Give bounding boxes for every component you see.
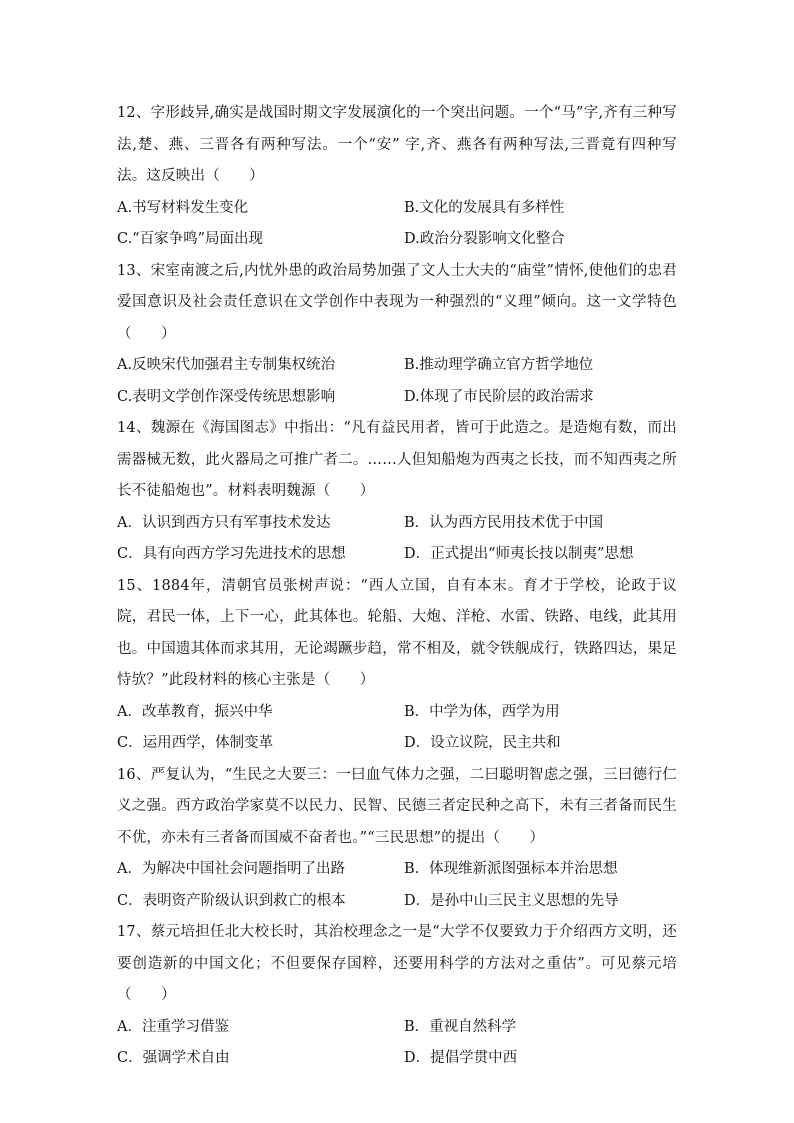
question-stem: 16、严复认为，“生民之大要三：一曰血气体力之强，二曰聪明智虑之强，三曰德行仁义之强。西方政治学家莫不以民力、民智、民德三者定民种之高下，未有三者备而民生不优，亦未有三者备而国威不奋者也。”“三民思想”的提出（ ） [117, 766, 677, 846]
question-stem: 12、字形歧异,确实是战国时期文字发展演化的一个突出问题。一个“马”字,齐有三种写法,楚、燕、三晋各有两种写法。一个“安” 字,齐、燕各有两种写法,三晋竟有四种写法。这反映出（ ） [117, 105, 677, 184]
option-d[interactable]: D.体现了市民阶层的政治需求 [404, 388, 594, 405]
option-a[interactable]: A．认识到西方只有军事技术发达 [117, 514, 331, 531]
question-13 [117, 256, 677, 414]
option-row [117, 728, 677, 760]
option-c[interactable]: C．具有向西方学习先进技术的思想 [117, 546, 346, 562]
option-a[interactable]: A．改革教育，振兴中华 [117, 703, 273, 720]
option-row [117, 350, 677, 382]
option-row [117, 382, 677, 414]
question-16 [117, 760, 677, 918]
question-stem: 13、宋室南渡之后,内忧外患的政治局势加强了文人士大夫的“庙堂”情怀,使他们的忠君爱国意识及社会责任意识在文学创作中表现为一种强烈的“义理”倾向。这一文学特色（ ） [117, 262, 677, 342]
option-d[interactable]: D．提倡学贯中西 [404, 1050, 518, 1066]
option-row [117, 193, 677, 225]
option-b[interactable]: B．重视自然科学 [404, 1018, 517, 1035]
question-page [117, 98, 677, 1075]
option-row [117, 697, 677, 729]
question-12 [117, 98, 677, 256]
option-d[interactable]: D．是孙中山三民主义思想的先导 [404, 892, 619, 909]
option-row [117, 539, 677, 571]
option-row [117, 224, 677, 256]
option-row [117, 854, 677, 886]
option-c[interactable]: C.表明文学创作深受传统思想影响 [117, 388, 336, 405]
option-b[interactable]: B.文化的发展具有多样性 [404, 199, 565, 216]
question-17 [117, 917, 677, 1075]
option-row [117, 886, 677, 918]
question-stem: 14、魏源在《海国图志》中指出：“凡有益民用者，皆可于此造之。是造炮有数，而出需器械无数，此火器局之可推广者二。……人但知船炮为西夷之长技，而不知西夷之所长不徒船炮也”。材料表明魏源（ ） [117, 420, 677, 499]
option-b[interactable]: B.推动理学确立官方哲学地位 [404, 357, 594, 373]
option-c[interactable]: C．表明资产阶级认识到救亡的根本 [117, 892, 346, 909]
option-row [117, 1043, 677, 1075]
option-a[interactable]: A.反映宋代加强君主专制集权统治 [117, 357, 336, 373]
question-14 [117, 413, 677, 571]
option-c[interactable]: C.“百家争鸣”局面出现 [117, 231, 264, 247]
option-row [117, 508, 677, 540]
option-c[interactable]: C．运用西学，体制变革 [117, 735, 274, 751]
option-a[interactable]: A.书写材料发生变化 [117, 199, 249, 216]
option-b[interactable]: B．体现维新派图强标本并治思想 [404, 861, 618, 877]
option-b[interactable]: B．中学为体，西学为用 [404, 703, 560, 720]
option-d[interactable]: D．正式提出“师夷长技以制夷”思想 [404, 546, 634, 562]
option-a[interactable]: A．为解决中国社会问题指明了出路 [117, 861, 345, 877]
question-stem: 15、1884年，清朝官员张树声说：“西人立国，自有本末。育才于学校，论政于议院，君民一体，上下一心，此其体也。轮船、大炮、洋枪、水雷、铁路、电线，此其用也。中国遗其体而求其用，无论竭蹶步趋，常不相及，就令铁舰成行，铁路四达，果足恃欤？”此段材料的核心主张是（ ） [117, 577, 677, 688]
question-15 [117, 571, 677, 760]
question-stem: 17、蔡元培担任北大校长时，其治校理念之一是“大学不仅要致力于介绍西方文明，还要创造新的中国文化；不但要保存国粹，还要用科学的方法对之重估”。可见蔡元培（ ） [117, 924, 677, 1003]
option-row [117, 1012, 677, 1044]
option-c[interactable]: C．强调学术自由 [117, 1050, 230, 1066]
option-d[interactable]: D．设立议院，民主共和 [404, 735, 561, 751]
option-a[interactable]: A．注重学习借鉴 [117, 1018, 229, 1035]
option-d[interactable]: D.政治分裂影响文化整合 [404, 231, 565, 247]
option-b[interactable]: B．认为西方民用技术优于中国 [404, 514, 604, 531]
